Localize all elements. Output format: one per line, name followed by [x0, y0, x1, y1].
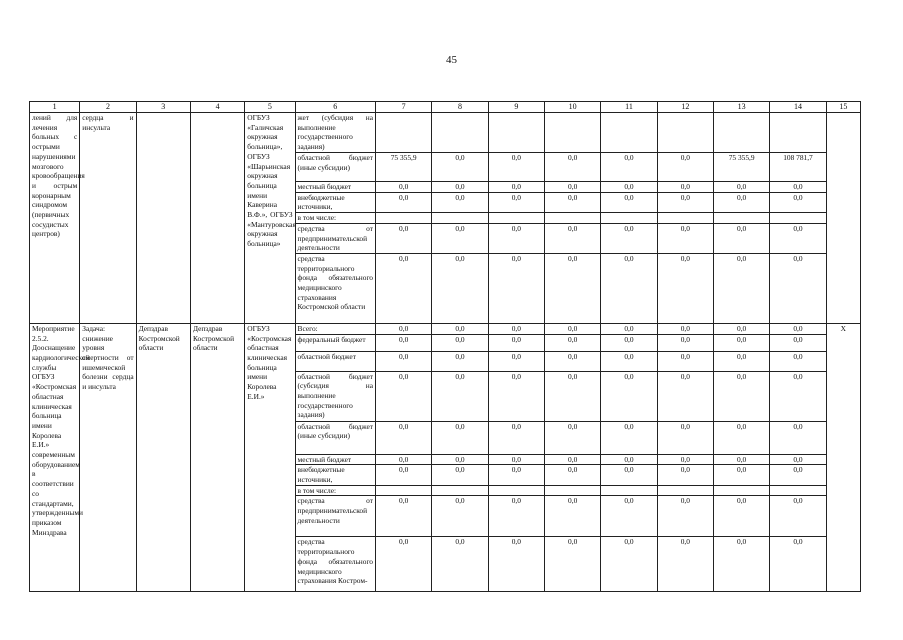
amount-cell — [657, 113, 713, 153]
amount-cell: 0,0 — [770, 465, 826, 485]
amount-cell — [545, 213, 601, 224]
header-cell: 2 — [80, 102, 136, 113]
amount-cell: 0,0 — [545, 421, 601, 454]
amount-cell: 0,0 — [770, 421, 826, 454]
header-cell: 8 — [432, 102, 488, 113]
amount-cell: 0,0 — [432, 223, 488, 253]
amount-cell: 0,0 — [657, 223, 713, 253]
amount-cell: 0,0 — [770, 537, 826, 592]
amount-cell: 0,0 — [657, 421, 713, 454]
amount-cell: 0,0 — [601, 323, 657, 334]
header-cell: 11 — [601, 102, 657, 113]
funding-source-cell: в том числе: — [295, 213, 375, 224]
amount-cell: 0,0 — [657, 537, 713, 592]
amount-cell: 0,0 — [376, 465, 432, 485]
amount-cell: 0,0 — [432, 192, 488, 212]
amount-cell — [376, 113, 432, 153]
amount-cell — [657, 213, 713, 224]
amount-cell: 0,0 — [488, 192, 544, 212]
amount-cell: 0,0 — [770, 323, 826, 334]
activity-name-cell: Мероприятие 2.5.2. Дооснащение кардиологической службы ОГБУЗ «Костромская областная клиническая больница имени Королева Е.И.» современным оборудованием в соответствии со стандартами, утвержденными приказом Минздрава — [30, 323, 80, 592]
amount-cell: 0,0 — [657, 496, 713, 537]
amount-cell: 0,0 — [770, 192, 826, 212]
amount-cell — [713, 213, 769, 224]
funding-source-cell: внебюджетные источники, — [295, 192, 375, 212]
amount-cell: 0,0 — [770, 223, 826, 253]
amount-cell: 0,0 — [376, 323, 432, 334]
amount-cell: 0,0 — [713, 371, 769, 421]
amount-cell: 0,0 — [488, 182, 544, 193]
amount-cell: 0,0 — [432, 351, 488, 371]
amount-cell: 0,0 — [713, 454, 769, 465]
funding-source-cell: областной бюджет (иные субсидии) — [295, 153, 375, 182]
amount-cell: 75 355,9 — [376, 153, 432, 182]
funding-source-cell: средства территориального фонда обязательного медицинского страхования Костром- — [295, 537, 375, 592]
amount-cell: 0,0 — [713, 182, 769, 193]
amount-cell — [713, 485, 769, 496]
amount-cell: 0,0 — [545, 323, 601, 334]
amount-cell: 0,0 — [601, 153, 657, 182]
header-cell: 13 — [713, 102, 769, 113]
funding-source-cell: местный бюджет — [295, 454, 375, 465]
amount-cell: 0,0 — [601, 351, 657, 371]
funding-source-cell: областной бюджет (субсидия на выполнение государственного задания) — [295, 371, 375, 421]
participant-cell: ОГБУЗ «Галичская окружная больница», ОГБУЗ «Шарьинская окружная больница имени Каверина В.Ф.», ОГБУЗ «Мантуровская окружная больница» — [245, 113, 295, 324]
amount-cell: 0,0 — [545, 496, 601, 537]
amount-cell: 0,0 — [601, 465, 657, 485]
amount-cell: 0,0 — [657, 371, 713, 421]
amount-cell: 0,0 — [432, 334, 488, 351]
amount-cell — [713, 113, 769, 153]
amount-cell: 0,0 — [376, 496, 432, 537]
header-cell: 1 — [30, 102, 80, 113]
executor-cell: Депздрав Костромской области — [136, 323, 190, 592]
amount-cell: 0,0 — [376, 334, 432, 351]
amount-cell: 0,0 — [376, 182, 432, 193]
amount-cell — [545, 113, 601, 153]
amount-cell: 0,0 — [432, 371, 488, 421]
amount-cell: 0,0 — [770, 351, 826, 371]
amount-cell: 0,0 — [432, 253, 488, 323]
header-cell: 7 — [376, 102, 432, 113]
amount-cell: 0,0 — [713, 323, 769, 334]
header-cell: 5 — [245, 102, 295, 113]
amount-cell: 0,0 — [770, 182, 826, 193]
amount-cell: 0,0 — [713, 465, 769, 485]
result-cell: X — [826, 323, 860, 592]
amount-cell: 0,0 — [488, 323, 544, 334]
amount-cell: 0,0 — [713, 351, 769, 371]
amount-cell: 0,0 — [432, 465, 488, 485]
amount-cell — [488, 485, 544, 496]
amount-cell — [770, 213, 826, 224]
table-row — [30, 323, 861, 334]
amount-cell: 0,0 — [545, 371, 601, 421]
amount-cell: 0,0 — [545, 153, 601, 182]
column-number-row — [30, 102, 861, 113]
amount-cell: 0,0 — [713, 537, 769, 592]
amount-cell: 0,0 — [601, 537, 657, 592]
amount-cell: 0,0 — [713, 223, 769, 253]
amount-cell: 0,0 — [376, 371, 432, 421]
amount-cell: 0,0 — [657, 253, 713, 323]
amount-cell: 0,0 — [713, 253, 769, 323]
amount-cell — [488, 213, 544, 224]
amount-cell: 0,0 — [713, 496, 769, 537]
header-cell: 12 — [657, 102, 713, 113]
amount-cell: 0,0 — [713, 421, 769, 454]
amount-cell: 0,0 — [601, 421, 657, 454]
amount-cell — [376, 485, 432, 496]
amount-cell: 0,0 — [488, 223, 544, 253]
amount-cell: 0,0 — [432, 153, 488, 182]
amount-cell: 0,0 — [488, 351, 544, 371]
amount-cell — [770, 485, 826, 496]
amount-cell: 0,0 — [657, 454, 713, 465]
amount-cell: 0,0 — [545, 253, 601, 323]
amount-cell: 0,0 — [432, 421, 488, 454]
amount-cell: 0,0 — [601, 192, 657, 212]
coexecutor-cell: Депздрав Костромской области — [190, 323, 244, 592]
header-cell: 14 — [770, 102, 826, 113]
amount-cell: 0,0 — [657, 153, 713, 182]
funding-source-cell: местный бюджет — [295, 182, 375, 193]
amount-cell: 0,0 — [545, 351, 601, 371]
header-cell: 15 — [826, 102, 860, 113]
amount-cell — [488, 113, 544, 153]
amount-cell — [601, 213, 657, 224]
amount-cell — [432, 213, 488, 224]
amount-cell: 0,0 — [545, 465, 601, 485]
amount-cell: 0,0 — [488, 537, 544, 592]
amount-cell: 0,0 — [770, 496, 826, 537]
amount-cell — [657, 485, 713, 496]
amount-cell: 0,0 — [432, 454, 488, 465]
amount-cell: 0,0 — [545, 223, 601, 253]
participant-cell: ОГБУЗ «Костромская областная клиническая больница имени Королева Е.И.» — [245, 323, 295, 592]
amount-cell: 0,0 — [376, 351, 432, 371]
amount-cell: 75 355,9 — [713, 153, 769, 182]
amount-cell: 0,0 — [488, 253, 544, 323]
amount-cell: 0,0 — [770, 334, 826, 351]
amount-cell: 0,0 — [770, 454, 826, 465]
header-cell: 9 — [488, 102, 544, 113]
funding-source-cell: Всего: — [295, 323, 375, 334]
funding-source-cell: областной бюджет (иные субсидии) — [295, 421, 375, 454]
table-row — [30, 113, 861, 153]
amount-cell: 0,0 — [657, 323, 713, 334]
amount-cell: 0,0 — [601, 334, 657, 351]
amount-cell: 0,0 — [545, 192, 601, 212]
funding-source-cell: средства от предпринимательской деятельности — [295, 223, 375, 253]
header-cell: 3 — [136, 102, 190, 113]
amount-cell: 0,0 — [601, 454, 657, 465]
amount-cell: 0,0 — [432, 537, 488, 592]
amount-cell: 0,0 — [770, 371, 826, 421]
amount-cell: 0,0 — [545, 182, 601, 193]
amount-cell — [376, 213, 432, 224]
amount-cell: 0,0 — [657, 334, 713, 351]
result-cell — [826, 113, 860, 324]
header-cell: 4 — [190, 102, 244, 113]
amount-cell: 0,0 — [376, 223, 432, 253]
amount-cell: 0,0 — [488, 334, 544, 351]
amount-cell: 108 781,7 — [770, 153, 826, 182]
amount-cell: 0,0 — [488, 496, 544, 537]
program-activities-table — [29, 101, 861, 592]
amount-cell: 0,0 — [545, 537, 601, 592]
funding-source-cell: областной бюджет — [295, 351, 375, 371]
amount-cell — [770, 113, 826, 153]
activity-name-cell: лений для лечения больных с острыми нарушениями мозгового кровообращения и острым коронарным синдромом (первичных сосудистых центров) — [30, 113, 80, 324]
amount-cell: 0,0 — [601, 496, 657, 537]
amount-cell — [432, 113, 488, 153]
funding-source-cell: средства от предпринимательской деятельности — [295, 496, 375, 537]
amount-cell: 0,0 — [488, 371, 544, 421]
funding-source-cell: федеральный бюджет — [295, 334, 375, 351]
amount-cell: 0,0 — [432, 323, 488, 334]
amount-cell: 0,0 — [488, 465, 544, 485]
header-cell: 10 — [545, 102, 601, 113]
amount-cell — [545, 485, 601, 496]
funding-source-cell: в том числе: — [295, 485, 375, 496]
amount-cell: 0,0 — [545, 454, 601, 465]
amount-cell: 0,0 — [545, 334, 601, 351]
amount-cell: 0,0 — [432, 496, 488, 537]
amount-cell: 0,0 — [376, 192, 432, 212]
amount-cell: 0,0 — [657, 351, 713, 371]
executor-cell — [136, 113, 190, 324]
amount-cell — [432, 485, 488, 496]
page-number: 45 — [446, 54, 457, 66]
amount-cell: 0,0 — [657, 465, 713, 485]
funding-source-cell: внебюджетные источники, — [295, 465, 375, 485]
amount-cell: 0,0 — [601, 371, 657, 421]
amount-cell: 0,0 — [376, 537, 432, 592]
coexecutor-cell — [190, 113, 244, 324]
task-cell: Задача: снижение уровня смертности от ишемической болезни сердца и инсульта — [80, 323, 136, 592]
funding-source-cell: средства территориального фонда обязательного медицинского страхования Костромской области — [295, 253, 375, 323]
amount-cell: 0,0 — [488, 153, 544, 182]
amount-cell: 0,0 — [376, 253, 432, 323]
amount-cell: 0,0 — [657, 182, 713, 193]
funding-source-cell: жет (субсидия на выполнение государственного задания) — [295, 113, 375, 153]
amount-cell: 0,0 — [601, 253, 657, 323]
amount-cell: 0,0 — [713, 334, 769, 351]
amount-cell: 0,0 — [376, 454, 432, 465]
amount-cell: 0,0 — [488, 454, 544, 465]
amount-cell: 0,0 — [376, 421, 432, 454]
amount-cell — [601, 113, 657, 153]
amount-cell: 0,0 — [432, 182, 488, 193]
header-cell: 6 — [295, 102, 375, 113]
amount-cell: 0,0 — [601, 182, 657, 193]
amount-cell: 0,0 — [601, 223, 657, 253]
amount-cell: 0,0 — [657, 192, 713, 212]
amount-cell — [601, 485, 657, 496]
amount-cell: 0,0 — [770, 253, 826, 323]
amount-cell: 0,0 — [713, 192, 769, 212]
amount-cell: 0,0 — [488, 421, 544, 454]
task-cell: сердца и инсульта — [80, 113, 136, 324]
